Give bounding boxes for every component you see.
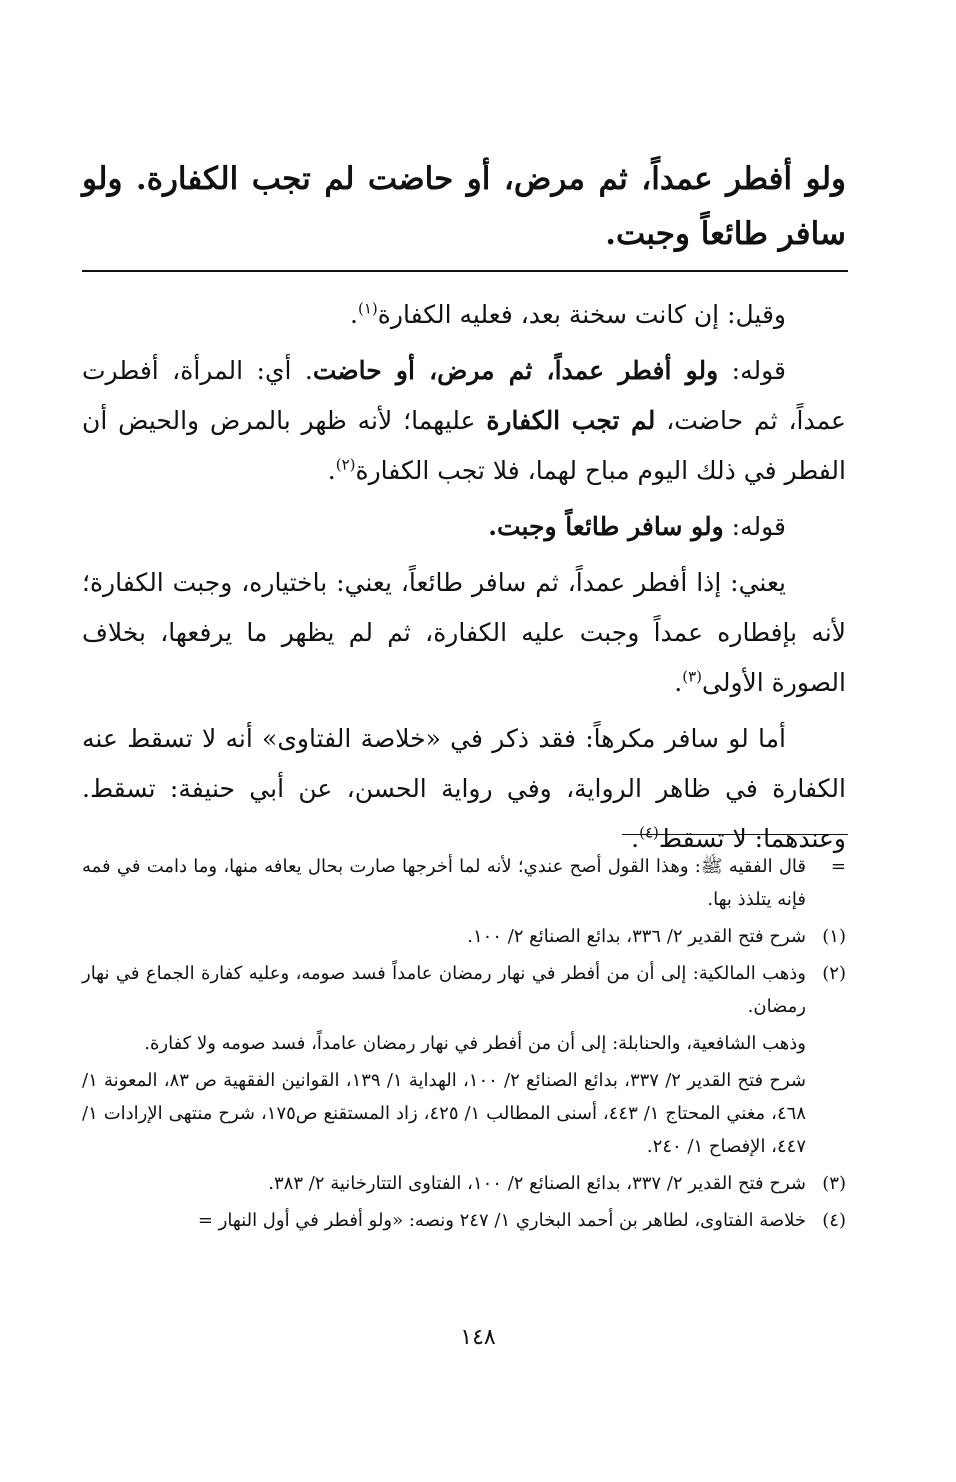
matn-line: ولو أفطر عمداً، ثم مرض، أو حاضت لم تجب الكفارة. ولو سافر طائعاً وجبت. bbox=[82, 161, 846, 252]
footnotes bbox=[82, 850, 846, 1241]
footnote-divider bbox=[622, 834, 848, 835]
matn-text bbox=[82, 152, 846, 262]
footnote-ref-2[interactable]: (٢) bbox=[335, 455, 356, 474]
paragraph-5: أما لو سافر مكرهاً: فقد ذكر في «خلاصة الفتاوى» أنه لا تسقط عنه الكفارة في ظاهر الرواية، وفي رواية الحسن، عن أبي حنيفة: تسقط. وعندهما: لا تسقط$^{(٤)}$. bbox=[82, 724, 846, 853]
footnote-ref-3[interactable]: (٣) bbox=[682, 667, 702, 686]
paragraph-4: يعني: إذا أفطر عمداً، ثم سافر طائعاً، يعني: باختياره، وجبت الكفارة؛ لأنه بإفطاره عمداً وجبت عليه الكفارة، ثم لم يظهر ما يرفعها، بخلاف الصورة الأولى$^{(٣)}$. bbox=[82, 568, 846, 697]
footnote-ref-4[interactable]: (٤) bbox=[639, 823, 659, 842]
commentary-body bbox=[82, 290, 846, 870]
page-number: ١٤٨ bbox=[460, 1325, 496, 1350]
paragraph-1: وقيل: إن كانت سخنة بعد، فعليه الكفارة$^{(١)}$. bbox=[350, 299, 786, 329]
footnote-2: (٢) وذهب المالكية: إلى أن من أفطر في نهار رمضان عامداً فسد صومه، وعليه كفارة الجماع في نهار رمضان. وذهب الشافعية، والحنابلة: إلى أن من أفطر في نهار رمضان عامداً، فسد صومه ولا كفارة. شرح فتح القدير ٢/ ٣٣٧، بدائع الصنائع ٢/ ١٠٠، الهداية ١/ ١٣٩، القوانين الفقهية ص ٨٣، المعونة ١/ ٤٦٨، مغني المحتاج ١/ ٤٤٣، أسنى المطالب ١/ ٤٢٥، زاد المستقنع ص١٧٥، شرح منتهى الإرادات ١/ ٤٤٧، الإفصاح ١/ ٢٤٠. bbox=[82, 963, 846, 1157]
footnote-ref-1[interactable]: (١) bbox=[358, 299, 378, 318]
footnote-1: (١) شرح فتح القدير ٢/ ٣٣٦، بدائع الصنائع ٢/ ١٠٠. bbox=[467, 926, 846, 947]
footnote-4: (٤) خلاصة الفتاوى، لطاهر بن أحمد البخاري ١/ ٢٤٧ ونصه: «ولو أفطر في أول النهار = bbox=[197, 1210, 846, 1231]
paragraph-3: قوله: ولو سافر طائعاً وجبت. bbox=[488, 512, 786, 541]
footnote-3: (٣) شرح فتح القدير ٢/ ٣٣٧، بدائع الصنائع ٢/ ١٠٠، الفتاوى التتارخانية ٢/ ٣٨٣. bbox=[268, 1173, 846, 1194]
footnote-continuation: = قال الفقيه ﷺ: وهذا القول أصح عندي؛ لأنه لما أخرجها صارت بحال يعافه منها، وما دامت في فمه فإنه يتلذذ بها. bbox=[82, 856, 846, 910]
section-divider bbox=[82, 270, 848, 272]
paragraph-2: قوله: ولو أفطر عمداً، ثم مرض، أو حاضت. أي: المرأة، أفطرت عمداً، ثم حاضت، لم تجب الكفارة عليهما؛ لأنه ظهر بالمرض والحيض أن الفطر في ذلك اليوم مباح لهما، فلا تجب الكفارة$^{(٢)}$. bbox=[82, 356, 846, 485]
